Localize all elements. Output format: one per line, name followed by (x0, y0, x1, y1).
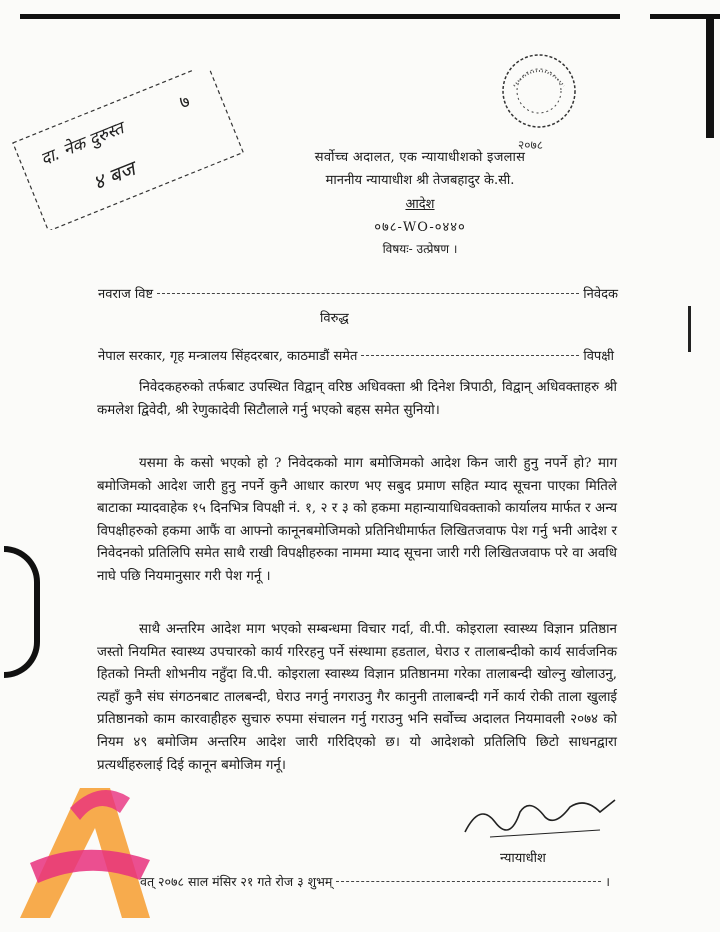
respondent-row (98, 346, 614, 364)
versus-label: विरुद्ध (320, 311, 349, 326)
case-subject: विषयः- उत्प्रेषण । (382, 242, 458, 256)
date-end: । (605, 874, 610, 889)
date-text: वत् २०७८ साल मंसिर २१ गते रोज ३ शुभम् (140, 874, 333, 889)
judge-signature (460, 792, 620, 842)
petitioner-name: नवराज विष्ट (98, 287, 154, 302)
scan-right-edge (706, 18, 714, 138)
watermark-logo (10, 768, 160, 932)
order-title: आदेश (405, 197, 435, 212)
court-seal (494, 46, 584, 136)
judge-label: न्यायाधीश (500, 851, 546, 866)
case-number: ०७८-WO-०४४० (374, 220, 466, 235)
seal-code: २०७८ (518, 138, 543, 152)
judge-name: माननीय न्यायाधीश श्री तेजबहादुर के.सी. (325, 173, 515, 188)
order-paragraph-2: यसमा के कसो भएको हो ? निवेदकको माग बमोजिमको आदेश किन जारी हुनु नपर्ने हो? माग बमोजिमको आदेश जारी हुनु नपर्ने कुनै आधार कारण भए सबुद प्रमाण सहित म्याद सूचना पाएका मितिले बाटाका म्यादवाहेक १५ दिनभित्र विपक्षी नं. १, २ र ३ को हकमा महान्यायाधिवक्ताको कार्यालय मार्फत र अन्य विपक्षीहरुको हकमा आफैं वा आफ्नो कानूनबमोजिमको प्रतिनिधीमार्फत लिखितजवाफ पेश गर्नु भनी आदेश र निवेदनको प्रतिलिपि समेत साथै राखी विपक्षीहरुका नाममा म्याद सूचना जारी गरी लिखितजवाफ परे वा अवधि नाघे पछि नियमानुसार गरी पेश गर्नू । (97, 456, 617, 584)
date-line (140, 873, 610, 890)
order-paragraph-3: साथै अन्तरिम आदेश माग भएको सम्बन्धमा विचार गर्दा, वी.पी. कोइराला स्वास्थ्य विज्ञान प्रतिष्ठान जस्तो नियमित स्वास्थ्य उपचारको कार्य गरिरहनु पर्ने संस्थामा हडताल, घेराउ र तालाबन्दीको कार्य सार्वजनिक हितको निम्ती शोभनीय नहुँदा वि.पी. कोइराला स्वास्थ्य विज्ञान प्रतिष्ठानमा गरेका तालाबन्दी खोल्नु खोलाउनु, त्यहाँ कुनै संघ संगठनबाट तालबन्दी, घेराउ नगर्नु नगराउनु गैर कानुनी तालाबन्दी गर्ने कार्य रोकी ताला खुलाई प्रतिष्ठानको काम कारवाहीहरु सुचारु रुपमा संचालन गर्नु गराउनु भनि सर्वोच्च अदालत नियमावली २०७४ को नियम ४९ बमोजिम अन्तरिम आदेश जारी गरिदिएको छ। यो आदेशको प्रतिलिपि छिटो साधनद्वारा प्रत्यर्थीहरुलाई दिई कानून बमोजिम गर्नू। (97, 622, 617, 773)
respondent-name: नेपाल सरकार, गृह मन्त्रालय सिंहदरबार, काठमाडौं समेत (98, 349, 358, 364)
scan-margin-mark (688, 306, 691, 352)
svg-text:७: ७ (176, 90, 194, 114)
petitioner-row (98, 284, 618, 302)
svg-text:४ बज: ४ बज (89, 156, 139, 195)
petitioner-role: निवेदक (583, 287, 618, 302)
svg-text:दा. नेक दुरुस्त: दा. नेक दुरुस्त (37, 118, 127, 170)
court-heading: सर्वोच्च अदालत, एक न्यायाधीशको इजलास (314, 150, 526, 165)
respondent-role: विपक्षी (583, 349, 614, 364)
scan-top-bar (20, 14, 620, 19)
scan-left-mark (4, 546, 40, 678)
order-paragraph-1: निवेदकहरुको तर्फबाट उपस्थित विद्वान् वरिष्ठ अधिवक्ता श्री दिनेश त्रिपाठी, विद्वान् अधिवक्ताहरु श्री कमलेश द्विवेदी, श्री रेणुकादेवी सिटौलाले गर्नु भएको बहस समेत सुनियो। (97, 380, 617, 418)
